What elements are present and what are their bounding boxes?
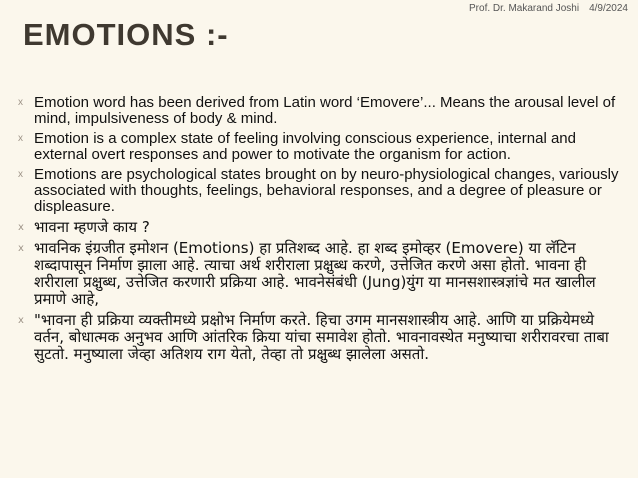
- bullet-text: Emotion is a complex state of feeling involving conscious experience, internal and external overt responses and power to motivate the organism for action.: [34, 130, 576, 163]
- bullet-list: [10, 95, 628, 367]
- bullet-item-emotion-origin: [10, 95, 628, 127]
- bullet-icon: x: [18, 243, 24, 254]
- bullet-item-complex-state: [10, 131, 628, 163]
- presentation-date: 4/9/2024: [589, 3, 628, 14]
- bullet-item-marathi-quote: [10, 312, 628, 363]
- slide-title: EMOTIONS :-: [23, 17, 229, 52]
- bullet-text: Emotions are psychological states brought on by neuro-physiological changes, variously associated with thoughts, feelings, behavioral responses, and a degree of pleasure or displeasure.: [34, 166, 619, 215]
- bullet-text: भावना म्हणजे काय ?: [34, 218, 150, 236]
- bullet-text: भावनिक इंग्रजीत इमोशन (Emotions) हा प्रतिशब्द आहे. हा शब्द इमोव्हर (Emovere) या लॅटिन शब्दापासून निर्माण झाला आहे. त्याचा अर्थ शरीराला प्रक्षुब्ध करणे, उत्तेजित करणे असा होतो. भावना ही शरीराला प्रक्षुब्ध, उत्तेजित करणारी प्रक्रिया आहे. भावनेसंबंधी (Jung)युंग या मानसशास्त्रज्ञांचे मत खालील प्रमाणे आहे,: [34, 239, 596, 308]
- bullet-text: Emotion word has been derived from Latin word ‘Emovere’... Means the arousal level of mind, impulsiveness of body & mind.: [34, 94, 616, 127]
- presenter-name: Prof. Dr. Makarand Joshi: [469, 3, 580, 14]
- bullet-icon: x: [18, 133, 23, 144]
- bullet-item-psychological-states: [10, 167, 628, 215]
- bullet-icon: x: [18, 97, 23, 108]
- bullet-icon: x: [18, 315, 24, 326]
- bullet-text: "भावना ही प्रक्रिया व्यक्तीमध्ये प्रक्षोभ निर्माण करते. हिचा उगम मानसशास्त्रीय आहे. आणि या प्रक्रियेमध्ये वर्तन, बोधात्मक अनुभव आणि आंतरिक क्रिया यांचा समावेश होतो. भावनावस्थेत मनुष्याचा शरीरावरचा ताबा सुटतो. मनुष्याला जेव्हा अतिशय राग येतो, तेव्हा तो प्रक्षुब्ध झालेला असतो.: [34, 311, 609, 363]
- bullet-icon: x: [18, 222, 24, 233]
- bullet-item-marathi-question: [10, 219, 628, 236]
- bullet-icon: x: [18, 169, 23, 180]
- bullet-item-marathi-definition: [10, 240, 628, 308]
- slide-header-info: [469, 3, 628, 14]
